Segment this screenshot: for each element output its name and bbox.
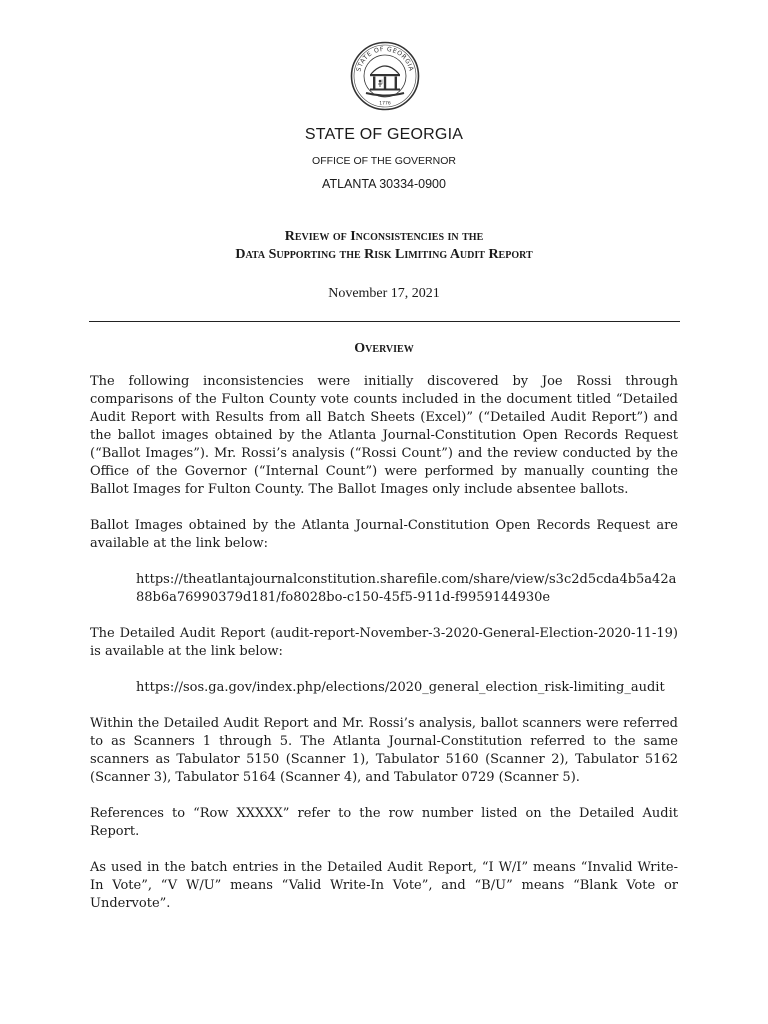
paragraph-scanners: Within the Detailed Audit Report and Mr. Rossi’s analysis, ballot scanners were referred to as Scanners 1 through 5. The Atlanta Journal-Constitution referred to the same scanners as Tabulator 5150 (Scanner 1), Tabulator 5160 (Scanner 2), Tabulator 5162 (Scanner 3), Tabulator 5164 (Scanner 4), and Tabulator 0729 (Scanner 5). <box>90 716 678 785</box>
paragraph-abbreviations: As used in the batch entries in the Detailed Audit Report, “I W/I” means “Invalid Write-In Vote”, “V W/U” means “Valid Write-In Vote”, and “B/U” means “Blank Vote or Undervote”. <box>90 860 678 911</box>
document-title-line-1: Review of Inconsistencies in the <box>284 229 484 244</box>
audit-report-link[interactable]: https://sos.ga.gov/index.php/elections/2020_general_election_risk-limiting_audit <box>136 680 665 695</box>
letterhead-state: STATE OF GEORGIA <box>304 126 464 143</box>
paragraph-introduction: The following inconsistencies were initially discovered by Joe Rossi through comparisons of the Fulton County vote counts included in the document titled “Detailed Audit Report with Results from all Batch Sheets (Excel)” (“Detailed Audit Report”) and the ballot images obtained by the Atlanta Journal-Constitution Open Records Request (“Ballot Images”). Mr. Rossi’s analysis (“Rossi Count”) and the review conducted by the Office of the Governor (“Internal Count”) were performed by manually counting the Ballot Images for Fulton County. The Ballot Images only include absentee ballots. <box>90 374 678 497</box>
svg-text:1776: 1776 <box>379 101 391 107</box>
document-body <box>90 373 678 931</box>
svg-text:STATE OF GEORGIA: STATE OF GEORGIA <box>355 45 415 73</box>
paragraph-ballot-images: Ballot Images obtained by the Atlanta Journal-Constitution Open Records Request are available at the link below: <box>90 518 678 551</box>
document-title-line-2: Data Supporting the Risk Limiting Audit Report <box>235 247 533 262</box>
paragraph-row-references: References to “Row XXXXX” refer to the row number listed on the Detailed Audit Report. <box>90 806 678 839</box>
horizontal-divider <box>89 321 680 322</box>
georgia-state-seal <box>350 41 420 111</box>
letterhead-address: ATLANTA 30334-0900 <box>322 177 446 191</box>
paragraph-audit-report: The Detailed Audit Report (audit-report-November-3-2020-General-Election-2020-11-19) is available at the link below: <box>90 626 678 659</box>
section-heading-overview: Overview <box>354 341 414 356</box>
ballot-images-link[interactable]: https://theatlantajournalconstitution.sharefile.com/share/view/s3c2d5cda4b5a42a88b6a76990379d181/fo8028bo-c150-45f5-911d-f9959144930e <box>136 572 677 605</box>
document-date: November 17, 2021 <box>328 286 440 301</box>
letterhead-office: OFFICE OF THE GOVERNOR <box>312 155 456 167</box>
